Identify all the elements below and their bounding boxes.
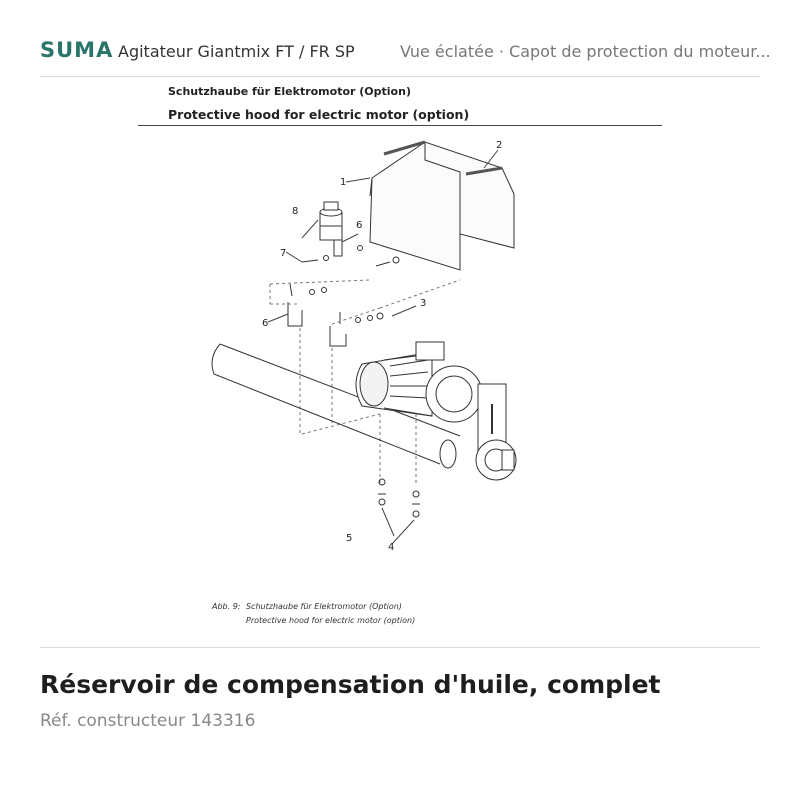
section-title: Vue éclatée · Capot de protection du moteur... [400, 42, 771, 61]
callout-5: 5 [346, 533, 353, 544]
caption-line-de: Schutzhaube für Elektromotor (Option) [246, 602, 402, 611]
exploded-diagram [40, 84, 760, 640]
divider [40, 647, 760, 648]
exploded-view-drawing [40, 84, 760, 640]
washers-nuts [378, 479, 420, 517]
oil-reservoir [320, 202, 342, 256]
drawing-heading-de: Schutzhaube für Elektromotor (Option) [168, 85, 411, 98]
page-header [40, 0, 771, 77]
callout-7: 7 [280, 248, 287, 259]
drawing-heading-en: Protective hood for electric motor (option) [168, 107, 470, 122]
caption-label: Abb. 9: [212, 602, 241, 611]
mounting-brackets [288, 302, 383, 346]
callout-3: 3 [420, 298, 427, 309]
callout-1: 1 [340, 177, 347, 188]
callout-4: 4 [388, 542, 395, 553]
caption-line-en: Protective hood for electric motor (option) [246, 616, 416, 625]
electric-motor [356, 342, 516, 480]
product-name: Agitateur Giantmix FT / FR SP [118, 42, 355, 61]
callout-8: 8 [292, 206, 299, 217]
callout-6-lower: 6 [262, 318, 269, 329]
manufacturer-reference: Réf. constructeur 143316 [40, 711, 256, 731]
callout-2: 2 [496, 140, 503, 151]
brand-logo[interactable]: SUMA [40, 38, 114, 62]
callout-6-upper: 6 [356, 220, 363, 231]
bolt-set [290, 246, 399, 297]
part-title: Réservoir de compensation d'huile, complet [40, 670, 661, 699]
protective-hood [370, 142, 514, 270]
